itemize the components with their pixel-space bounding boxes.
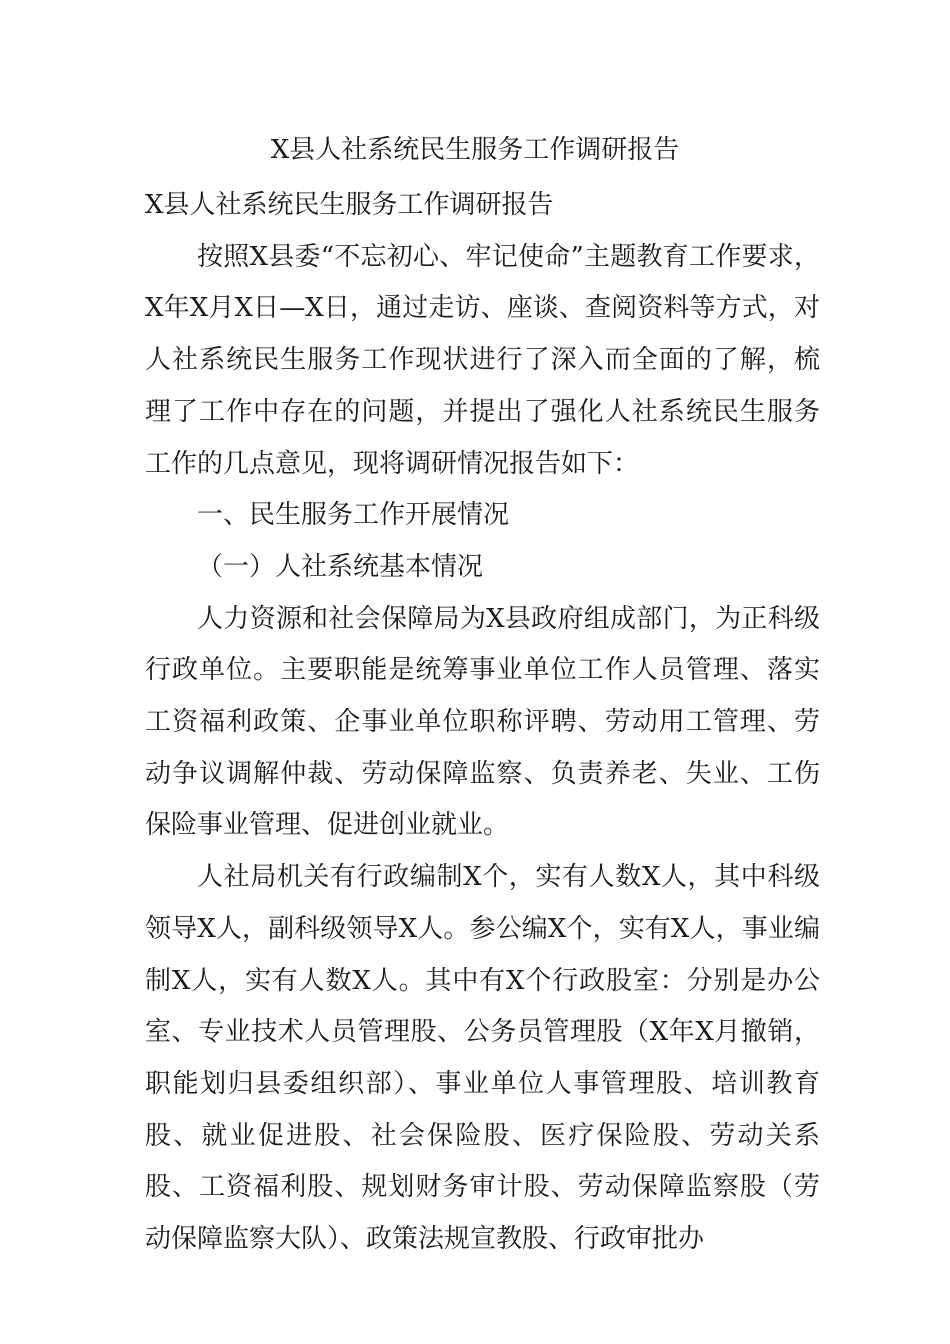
document-subtitle: X县人社系统民生服务工作调研报告 bbox=[145, 190, 554, 220]
functions-paragraph: 人力资源和社会保障局为X县政府组成部门，为正科级行政单位。主要职能是统筹事业单位工作人员管理、落实工资福利政策、企事业单位职称评聘、劳动用工管理、劳动争议调解仲裁、劳动保障监察、负责养老、失业、工伤保险事业管理、促进创业就业。 bbox=[145, 603, 820, 841]
intro-paragraph: 按照X县委“不忘初心、牢记使命”主题教育工作要求，X年X月X日—X日，通过走访、座谈、查阅资料等方式，对人社系统民生服务工作现状进行了深入而全面的了解，梳理了工作中存在的问题，并提出了强化人社系统民生服务工作的几点意见，现将调研情况报告如下： bbox=[145, 241, 820, 479]
section-heading: 一、民生服务工作开展情况 bbox=[197, 500, 510, 531]
document-title: X县人社系统民生服务工作调研报告 bbox=[270, 135, 680, 165]
subsection-heading: （一）人社系统基本情况 bbox=[197, 551, 484, 582]
document-body bbox=[145, 180, 820, 1266]
staffing-paragraph: 人社局机关有行政编制X个，实有人数X人，其中科级领导X人，副科级领导X人。参公编X个，实有X人，事业编制X人，实有人数X人。其中有X个行政股室：分别是办公室、专业技术人员管理股、公务员管理股（X年X月撤销，职能划归县委组织部）、事业单位人事管理股、培训教育股、就业促进股、社会保险股、医疗保险股、劳动关系股、工资福利股、规划财务审计股、劳动保障监察股（劳动保障监察大队）、政策法规宣教股、行政审批办 bbox=[145, 862, 820, 1255]
